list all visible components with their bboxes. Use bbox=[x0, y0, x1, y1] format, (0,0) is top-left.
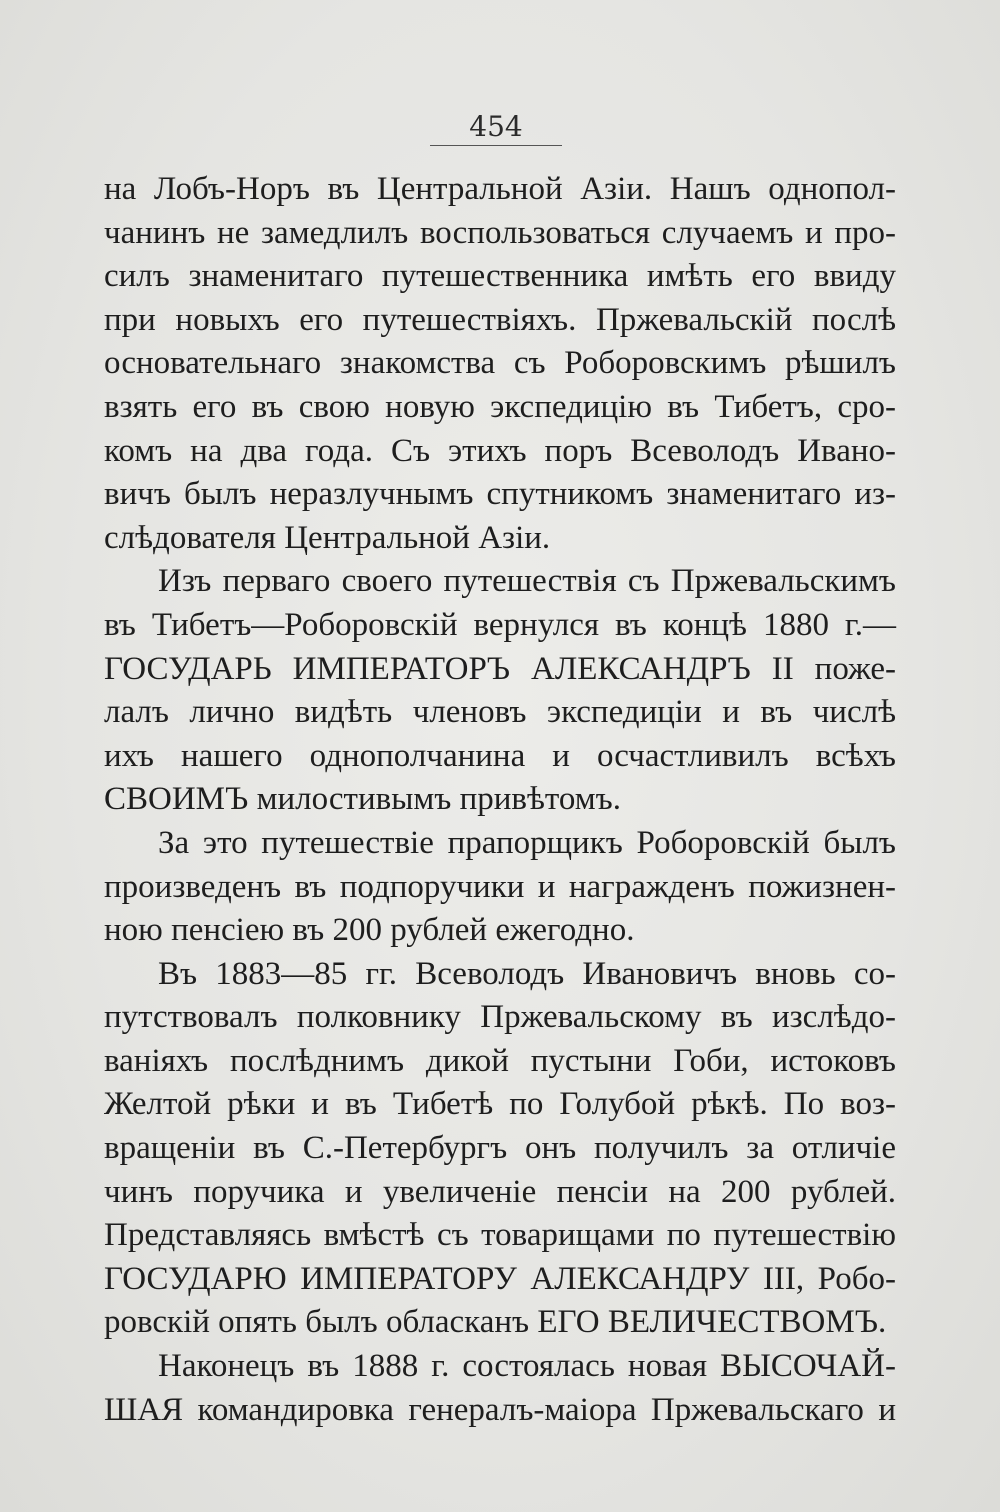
text-line: произведенъ въ подпоручики и награжденъ пожизнен- bbox=[104, 868, 896, 905]
text-line: чинъ поручика и увеличеніе пенсіи на 200 рублей. bbox=[104, 1173, 896, 1210]
paragraph bbox=[104, 168, 896, 560]
paragraph bbox=[104, 1345, 896, 1432]
text-line: ГОСУДАРЮ ИМПЕРАТОРУ АЛЕКСАНДРУ III, Робо- bbox=[104, 1260, 896, 1297]
text-line: силъ знаменитаго путешественника имѣть его ввиду bbox=[104, 258, 896, 295]
text-line: комъ на два года. Съ этихъ поръ Всеволодъ Ивано- bbox=[104, 432, 896, 469]
text-line: Представляясь вмѣстѣ съ товарищами по путешествію bbox=[104, 1217, 896, 1254]
text-line: Изъ перваго своего путешествія съ Пржевальскимъ bbox=[158, 563, 896, 600]
paragraph bbox=[104, 953, 896, 1345]
text-line: Въ 1883—85 гг. Всеволодъ Ивановичъ вновь со- bbox=[158, 955, 896, 992]
text-line: ровскій опять былъ обласканъ ЕГО ВЕЛИЧЕСТВОМЪ. bbox=[104, 1304, 887, 1341]
text-line: ихъ нашего однополчанина и осчастливилъ всѣхъ bbox=[104, 737, 896, 774]
text-line: ною пенсіею въ 200 рублей ежегодно. bbox=[104, 912, 635, 949]
page-number: 454 bbox=[469, 110, 523, 143]
text-line: За это путешествіе прапорщикъ Роборовскій былъ bbox=[158, 824, 896, 861]
body-text bbox=[104, 168, 896, 1432]
text-line: чанинъ не замедлилъ воспользоваться случаемъ и про- bbox=[104, 214, 896, 251]
text-line: при новыхъ его путешествіяхъ. Пржевальскій послѣ bbox=[104, 301, 896, 338]
paragraph bbox=[104, 822, 896, 953]
text-line: ГОСУДАРЬ ИМПЕРАТОРЪ АЛЕКСАНДРЪ II поже- bbox=[104, 650, 896, 687]
text-line: въ Тибетъ—Роборовскій вернулся въ концѣ 1880 г.— bbox=[104, 606, 896, 643]
text-line: путствовалъ полковнику Пржевальскому въ изслѣдо- bbox=[104, 999, 896, 1036]
text-line: слѣдователя Центральной Азіи. bbox=[104, 519, 551, 556]
text-line: Желтой рѣки и въ Тибетѣ по Голубой рѣкѣ. По воз- bbox=[104, 1086, 896, 1123]
text-line: вращеніи въ С.-Петербургъ онъ получилъ за отличіе bbox=[104, 1130, 896, 1167]
paragraph bbox=[104, 560, 896, 822]
text-line: Наконецъ въ 1888 г. состоялась новая ВЫСОЧАЙ- bbox=[158, 1348, 896, 1385]
text-line: СВОИМЪ милостивымъ привѣтомъ. bbox=[104, 781, 621, 818]
text-line: ваніяхъ послѣднимъ дикой пустыни Гоби, истоковъ bbox=[104, 1042, 896, 1079]
text-line: на Лобъ-Норъ въ Центральной Азіи. Нашъ однопол- bbox=[104, 171, 896, 207]
text-line: лалъ лично видѣть членовъ экспедиціи и въ числѣ bbox=[104, 694, 896, 731]
page-number-rule bbox=[430, 145, 562, 146]
text-line: вичъ былъ неразлучнымъ спутникомъ знаменитаго из- bbox=[104, 476, 896, 513]
text-line: основательнаго знакомства съ Роборовскимъ рѣшилъ bbox=[104, 345, 896, 382]
text-line: взять его въ свою новую экспедицію въ Тибетъ, сро- bbox=[104, 388, 896, 425]
text-line: ШАЯ командировка генералъ-маіора Пржевальскаго и bbox=[104, 1391, 896, 1428]
